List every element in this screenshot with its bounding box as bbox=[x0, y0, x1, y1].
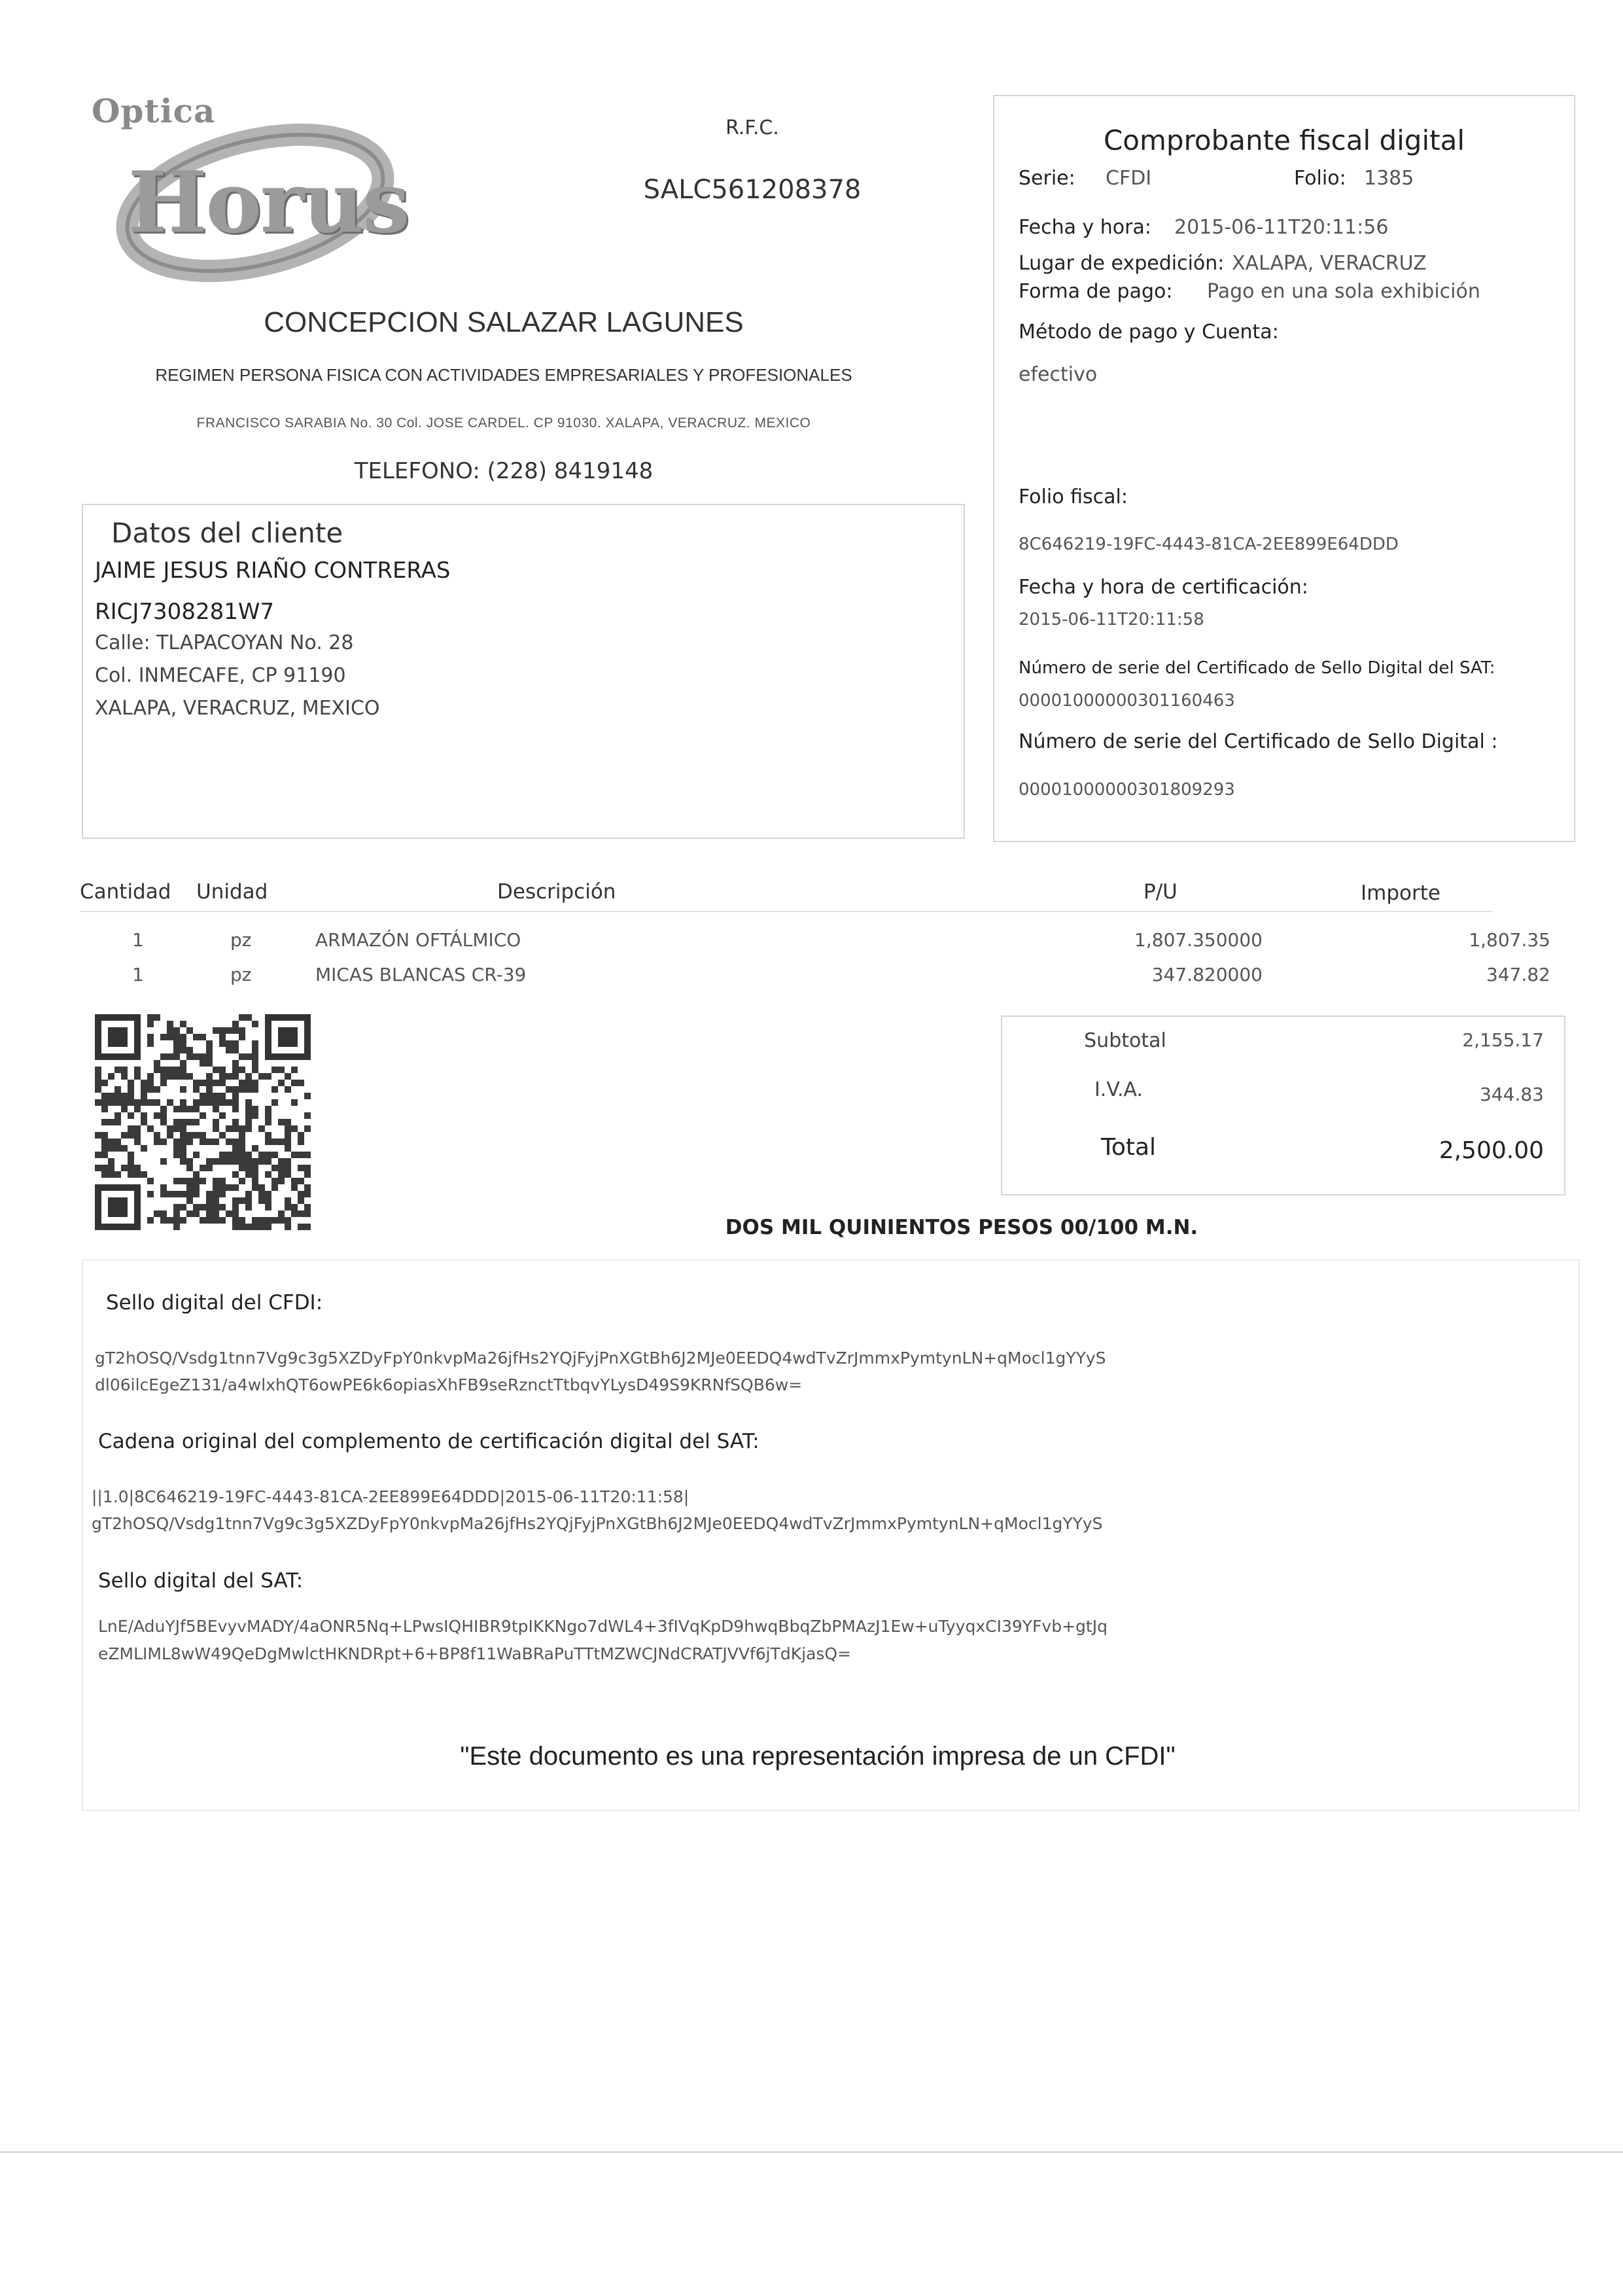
row-cantidad: 1 bbox=[132, 929, 144, 951]
client-name: JAIME JESUS RIAÑO CONTRERAS bbox=[95, 557, 451, 584]
sello-sat-line1: LnE/AduYJf5BEvyvMADY/4aONR5Nq+LPwsIQHIBR9tpIKKNgo7dWL4+3fIVqKpD9hwqBbqZbPMAzJ1Ew+uTyyqxCI39YFvb+gtJq bbox=[98, 1617, 1108, 1636]
cadena-line2: gT2hOSQ/Vsdg1tnn7Vg9c3g5XZDyFpY0nkvpMa26jfHs2YQjFyjPnXGtBh6J2MJe0EEDQ4wdTvZrJmmxPymtynLN+qMocl1gYYyS bbox=[92, 1514, 1103, 1533]
issuer-address: FRANCISCO SARABIA No. 30 Col. JOSE CARDEL. CP 91030. XALAPA, VERACRUZ. MEXICO bbox=[196, 415, 811, 431]
serie-label: Serie: bbox=[1019, 167, 1075, 190]
bottom-divider bbox=[0, 2151, 1623, 2153]
header-pu: P/U bbox=[1143, 880, 1178, 904]
sat-cert-label: Número de serie del Certificado de Sello Digital del SAT: bbox=[1019, 658, 1495, 678]
folio-value: 1385 bbox=[1364, 167, 1414, 190]
total-value: 2,500.00 bbox=[1439, 1137, 1544, 1164]
fecha-value: 2015-06-11T20:11:56 bbox=[1174, 216, 1389, 239]
sat-cert-value: 00001000000301160463 bbox=[1019, 691, 1235, 711]
sello-cfdi-line2: dl06ilcEgeZ131/a4wlxhQT6owPE6k6opiasXhFB9seRznctTtbqvYLysD49S9KRNfSQB6w= bbox=[95, 1375, 803, 1394]
subtotal-label: Subtotal bbox=[1084, 1029, 1166, 1052]
sello-sat-line2: eZMLIML8wW49QeDgMwlctHKNDRpt+6+BP8f11WaBRaPuTTtMZWCJNdCRATJVVf6jTdKjasQ= bbox=[98, 1644, 852, 1663]
issuer-phone: TELEFONO: (228) 8419148 bbox=[354, 458, 654, 484]
serie-value: CFDI bbox=[1106, 167, 1152, 190]
client-colonia: Col. INMECAFE, CP 91190 bbox=[95, 664, 346, 687]
header-unidad: Unidad bbox=[196, 880, 268, 904]
header-descripcion: Descripción bbox=[497, 880, 616, 904]
cert-fecha-value: 2015-06-11T20:11:58 bbox=[1019, 610, 1204, 629]
client-heading: Datos del cliente bbox=[111, 517, 343, 549]
total-label: Total bbox=[1100, 1134, 1157, 1161]
row-descripcion: MICAS BLANCAS CR-39 bbox=[315, 964, 527, 985]
lugar-value: XALAPA, VERACRUZ bbox=[1232, 252, 1427, 275]
cert-value: 00001000000301809293 bbox=[1019, 780, 1235, 800]
rfc-label: R.F.C. bbox=[725, 116, 779, 139]
header-cantidad: Cantidad bbox=[80, 880, 171, 904]
brand-logo bbox=[85, 92, 451, 294]
metodo-label: Método de pago y Cuenta: bbox=[1019, 321, 1279, 344]
forma-value: Pago en una sola exhibición bbox=[1207, 280, 1480, 303]
row-unidad: pz bbox=[230, 929, 252, 951]
client-street: Calle: TLAPACOYAN No. 28 bbox=[95, 631, 354, 654]
sello-sat-label: Sello digital del SAT: bbox=[98, 1569, 304, 1593]
row-pu: 347.820000 bbox=[1151, 964, 1263, 985]
cadena-label: Cadena original del complemento de certificación digital del SAT: bbox=[98, 1430, 759, 1453]
subtotal-value: 2,155.17 bbox=[1462, 1029, 1544, 1051]
folio-fiscal-label: Folio fiscal: bbox=[1019, 486, 1128, 508]
row-cantidad: 1 bbox=[132, 964, 144, 985]
iva-value: 344.83 bbox=[1480, 1084, 1544, 1105]
sello-cfdi-label: Sello digital del CFDI: bbox=[106, 1291, 323, 1315]
client-city: XALAPA, VERACRUZ, MEXICO bbox=[95, 697, 380, 720]
header-rule bbox=[80, 911, 1493, 912]
cert-label: Número de serie del Certificado de Sello Digital : bbox=[1019, 730, 1498, 753]
cert-fecha-label: Fecha y hora de certificación: bbox=[1019, 576, 1308, 599]
row-importe: 1,807.35 bbox=[1469, 929, 1550, 951]
sello-cfdi-line1: gT2hOSQ/Vsdg1tnn7Vg9c3g5XZDyFpY0nkvpMa26jfHs2YQjFyjPnXGtBh6J2MJe0EEDQ4wdTvZrJmmxPymtynLN+qMocl1gYYyS bbox=[95, 1349, 1106, 1368]
qr-code-icon bbox=[95, 1014, 311, 1230]
total-in-words: DOS MIL QUINIENTOS PESOS 00/100 M.N. bbox=[725, 1216, 1198, 1239]
comprobante-title: Comprobante fiscal digital bbox=[1103, 124, 1465, 156]
forma-label: Forma de pago: bbox=[1019, 280, 1173, 303]
folio-fiscal-value: 8C646219-19FC-4443-81CA-2EE899E64DDD bbox=[1019, 535, 1399, 554]
metodo-value: efectivo bbox=[1019, 363, 1098, 386]
header-importe: Importe bbox=[1361, 881, 1440, 905]
issuer-name: CONCEPCION SALAZAR LAGUNES bbox=[264, 306, 744, 338]
issuer-rfc: SALC561208378 bbox=[643, 175, 862, 205]
row-descripcion: ARMAZÓN OFTÁLMICO bbox=[315, 929, 521, 951]
fecha-label: Fecha y hora: bbox=[1019, 216, 1151, 239]
row-pu: 1,807.350000 bbox=[1134, 929, 1263, 951]
logo-big-text: Horus bbox=[128, 154, 409, 252]
folio-label: Folio: bbox=[1294, 167, 1346, 190]
lugar-label: Lugar de expedición: bbox=[1019, 252, 1225, 275]
iva-label: I.V.A. bbox=[1094, 1078, 1143, 1101]
client-rfc: RICJ7308281W7 bbox=[95, 599, 275, 625]
footer-note: "Este documento es una representación impresa de un CFDI" bbox=[460, 1742, 1176, 1771]
cadena-line1: ||1.0|8C646219-19FC-4443-81CA-2EE899E64DDD|2015-06-11T20:11:58| bbox=[92, 1487, 689, 1506]
logo-small-text: Optica bbox=[92, 92, 216, 130]
row-importe: 347.82 bbox=[1486, 964, 1550, 985]
row-unidad: pz bbox=[230, 964, 252, 985]
issuer-regimen: REGIMEN PERSONA FISICA CON ACTIVIDADES EMPRESARIALES Y PROFESIONALES bbox=[155, 365, 852, 385]
